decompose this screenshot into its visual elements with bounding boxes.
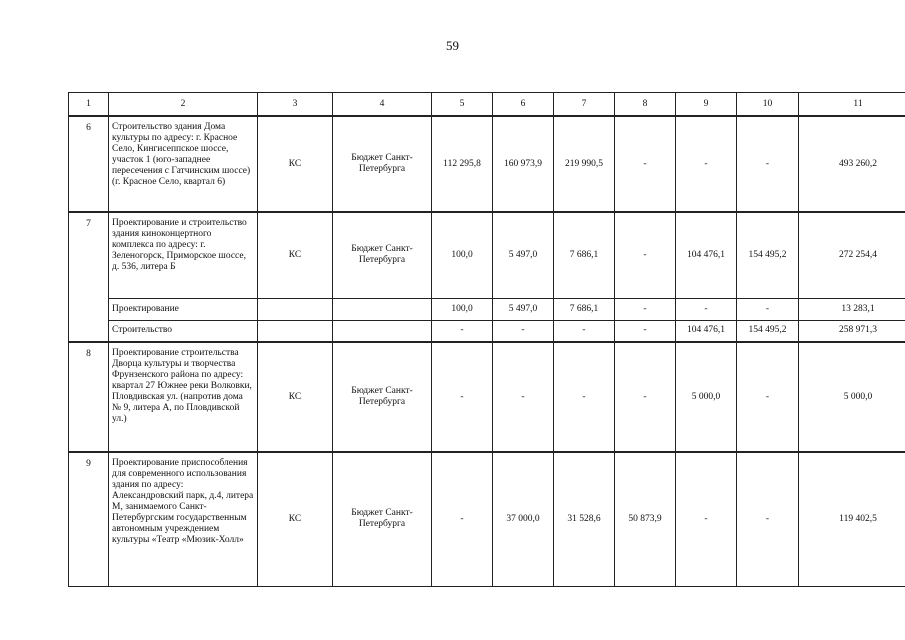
value-cell: - — [676, 298, 737, 320]
empty-cell — [333, 298, 432, 320]
value-cell: 272 254,4 — [799, 212, 905, 298]
table-row — [69, 342, 905, 452]
value-cell: 5 497,0 — [493, 298, 554, 320]
subrow-name: Проектирование — [109, 298, 258, 320]
table-row — [69, 116, 905, 212]
value-cell: - — [554, 342, 615, 452]
object-name: Проектирование приспособления для современного использования здания по адресу: Александровский парк, д.4, литера М, занимаемого Санкт-Петербургским государственным автономным учреждением культуры «Театр «Мюзик-Холл» — [109, 452, 258, 586]
value-cell: 100,0 — [432, 212, 493, 298]
value-cell: 219 990,5 — [554, 116, 615, 212]
header-cell: 9 — [676, 93, 737, 117]
header-cell: 2 — [109, 93, 258, 117]
value-cell: - — [676, 116, 737, 212]
budget-table — [68, 92, 905, 587]
value-cell: 5 000,0 — [799, 342, 905, 452]
value-cell: - — [615, 212, 676, 298]
value-cell: 31 528,6 — [554, 452, 615, 586]
value-cell: - — [615, 298, 676, 320]
object-type: КС — [258, 116, 333, 212]
value-cell: 7 686,1 — [554, 212, 615, 298]
value-cell: - — [737, 452, 799, 586]
object-name: Проектирование и строительство здания киноконцертного комплекса по адресу: г. Зеленогорск, Приморское шоссе, д. 536, литера Б — [109, 212, 258, 298]
value-cell: - — [432, 452, 493, 586]
header-cell: 1 — [69, 93, 109, 117]
value-cell: 5 497,0 — [493, 212, 554, 298]
value-cell: - — [737, 298, 799, 320]
funding-source: Бюджет Санкт-Петербурга — [333, 116, 432, 212]
value-cell: - — [676, 452, 737, 586]
header-cell: 6 — [493, 93, 554, 117]
empty-cell — [258, 320, 333, 342]
header-cell: 8 — [615, 93, 676, 117]
header-row — [69, 93, 905, 117]
value-cell: 104 476,1 — [676, 212, 737, 298]
value-cell: 119 402,5 — [799, 452, 905, 586]
funding-source: Бюджет Санкт-Петербурга — [333, 212, 432, 298]
page-number: 59 — [446, 38, 459, 53]
object-type: КС — [258, 342, 333, 452]
header-cell: 11 — [799, 93, 905, 117]
object-name: Строительство здания Дома культуры по адресу: г. Красное Село, Кингисеппское шоссе, участок 1 (юго-западнее пересечения с Гатчинским шоссе) (г. Красное Село, квартал 6) — [109, 116, 258, 212]
value-cell: 258 971,3 — [799, 320, 905, 342]
value-cell: - — [493, 342, 554, 452]
value-cell: - — [615, 116, 676, 212]
table-subrow — [69, 298, 905, 320]
row-number: 6 — [69, 116, 109, 212]
value-cell: - — [615, 342, 676, 452]
table-row — [69, 212, 905, 298]
value-cell: 37 000,0 — [493, 452, 554, 586]
value-cell: 100,0 — [432, 298, 493, 320]
header-cell: 3 — [258, 93, 333, 117]
value-cell: 104 476,1 — [676, 320, 737, 342]
value-cell: 50 873,9 — [615, 452, 676, 586]
value-cell: 493 260,2 — [799, 116, 905, 212]
header-cell: 7 — [554, 93, 615, 117]
value-cell: - — [737, 116, 799, 212]
object-name: Проектирование строительства Дворца культуры и творчества Фрунзенского района по адресу: квартал 27 Южнее реки Волковки, Пловдивская ул. (напротив дома № 9, литера А, по Пловдивской ул.) — [109, 342, 258, 452]
header-cell: 5 — [432, 93, 493, 117]
value-cell: - — [493, 320, 554, 342]
value-cell: - — [432, 320, 493, 342]
funding-source: Бюджет Санкт-Петербурга — [333, 342, 432, 452]
funding-source: Бюджет Санкт-Петербурга — [333, 452, 432, 586]
header-cell: 10 — [737, 93, 799, 117]
object-type: КС — [258, 212, 333, 298]
header-cell: 4 — [333, 93, 432, 117]
value-cell: - — [432, 342, 493, 452]
object-type: КС — [258, 452, 333, 586]
table-row — [69, 452, 905, 586]
value-cell: 154 495,2 — [737, 320, 799, 342]
table-subrow — [69, 320, 905, 342]
value-cell: - — [737, 342, 799, 452]
value-cell: 154 495,2 — [737, 212, 799, 298]
value-cell: 112 295,8 — [432, 116, 493, 212]
value-cell: 7 686,1 — [554, 298, 615, 320]
value-cell: - — [615, 320, 676, 342]
empty-cell — [258, 298, 333, 320]
value-cell: 13 283,1 — [799, 298, 905, 320]
empty-cell — [333, 320, 432, 342]
value-cell: 160 973,9 — [493, 116, 554, 212]
subrow-name: Строительство — [109, 320, 258, 342]
row-number: 8 — [69, 342, 109, 452]
value-cell: - — [554, 320, 615, 342]
row-number: 7 — [69, 212, 109, 342]
value-cell: 5 000,0 — [676, 342, 737, 452]
row-number: 9 — [69, 452, 109, 586]
